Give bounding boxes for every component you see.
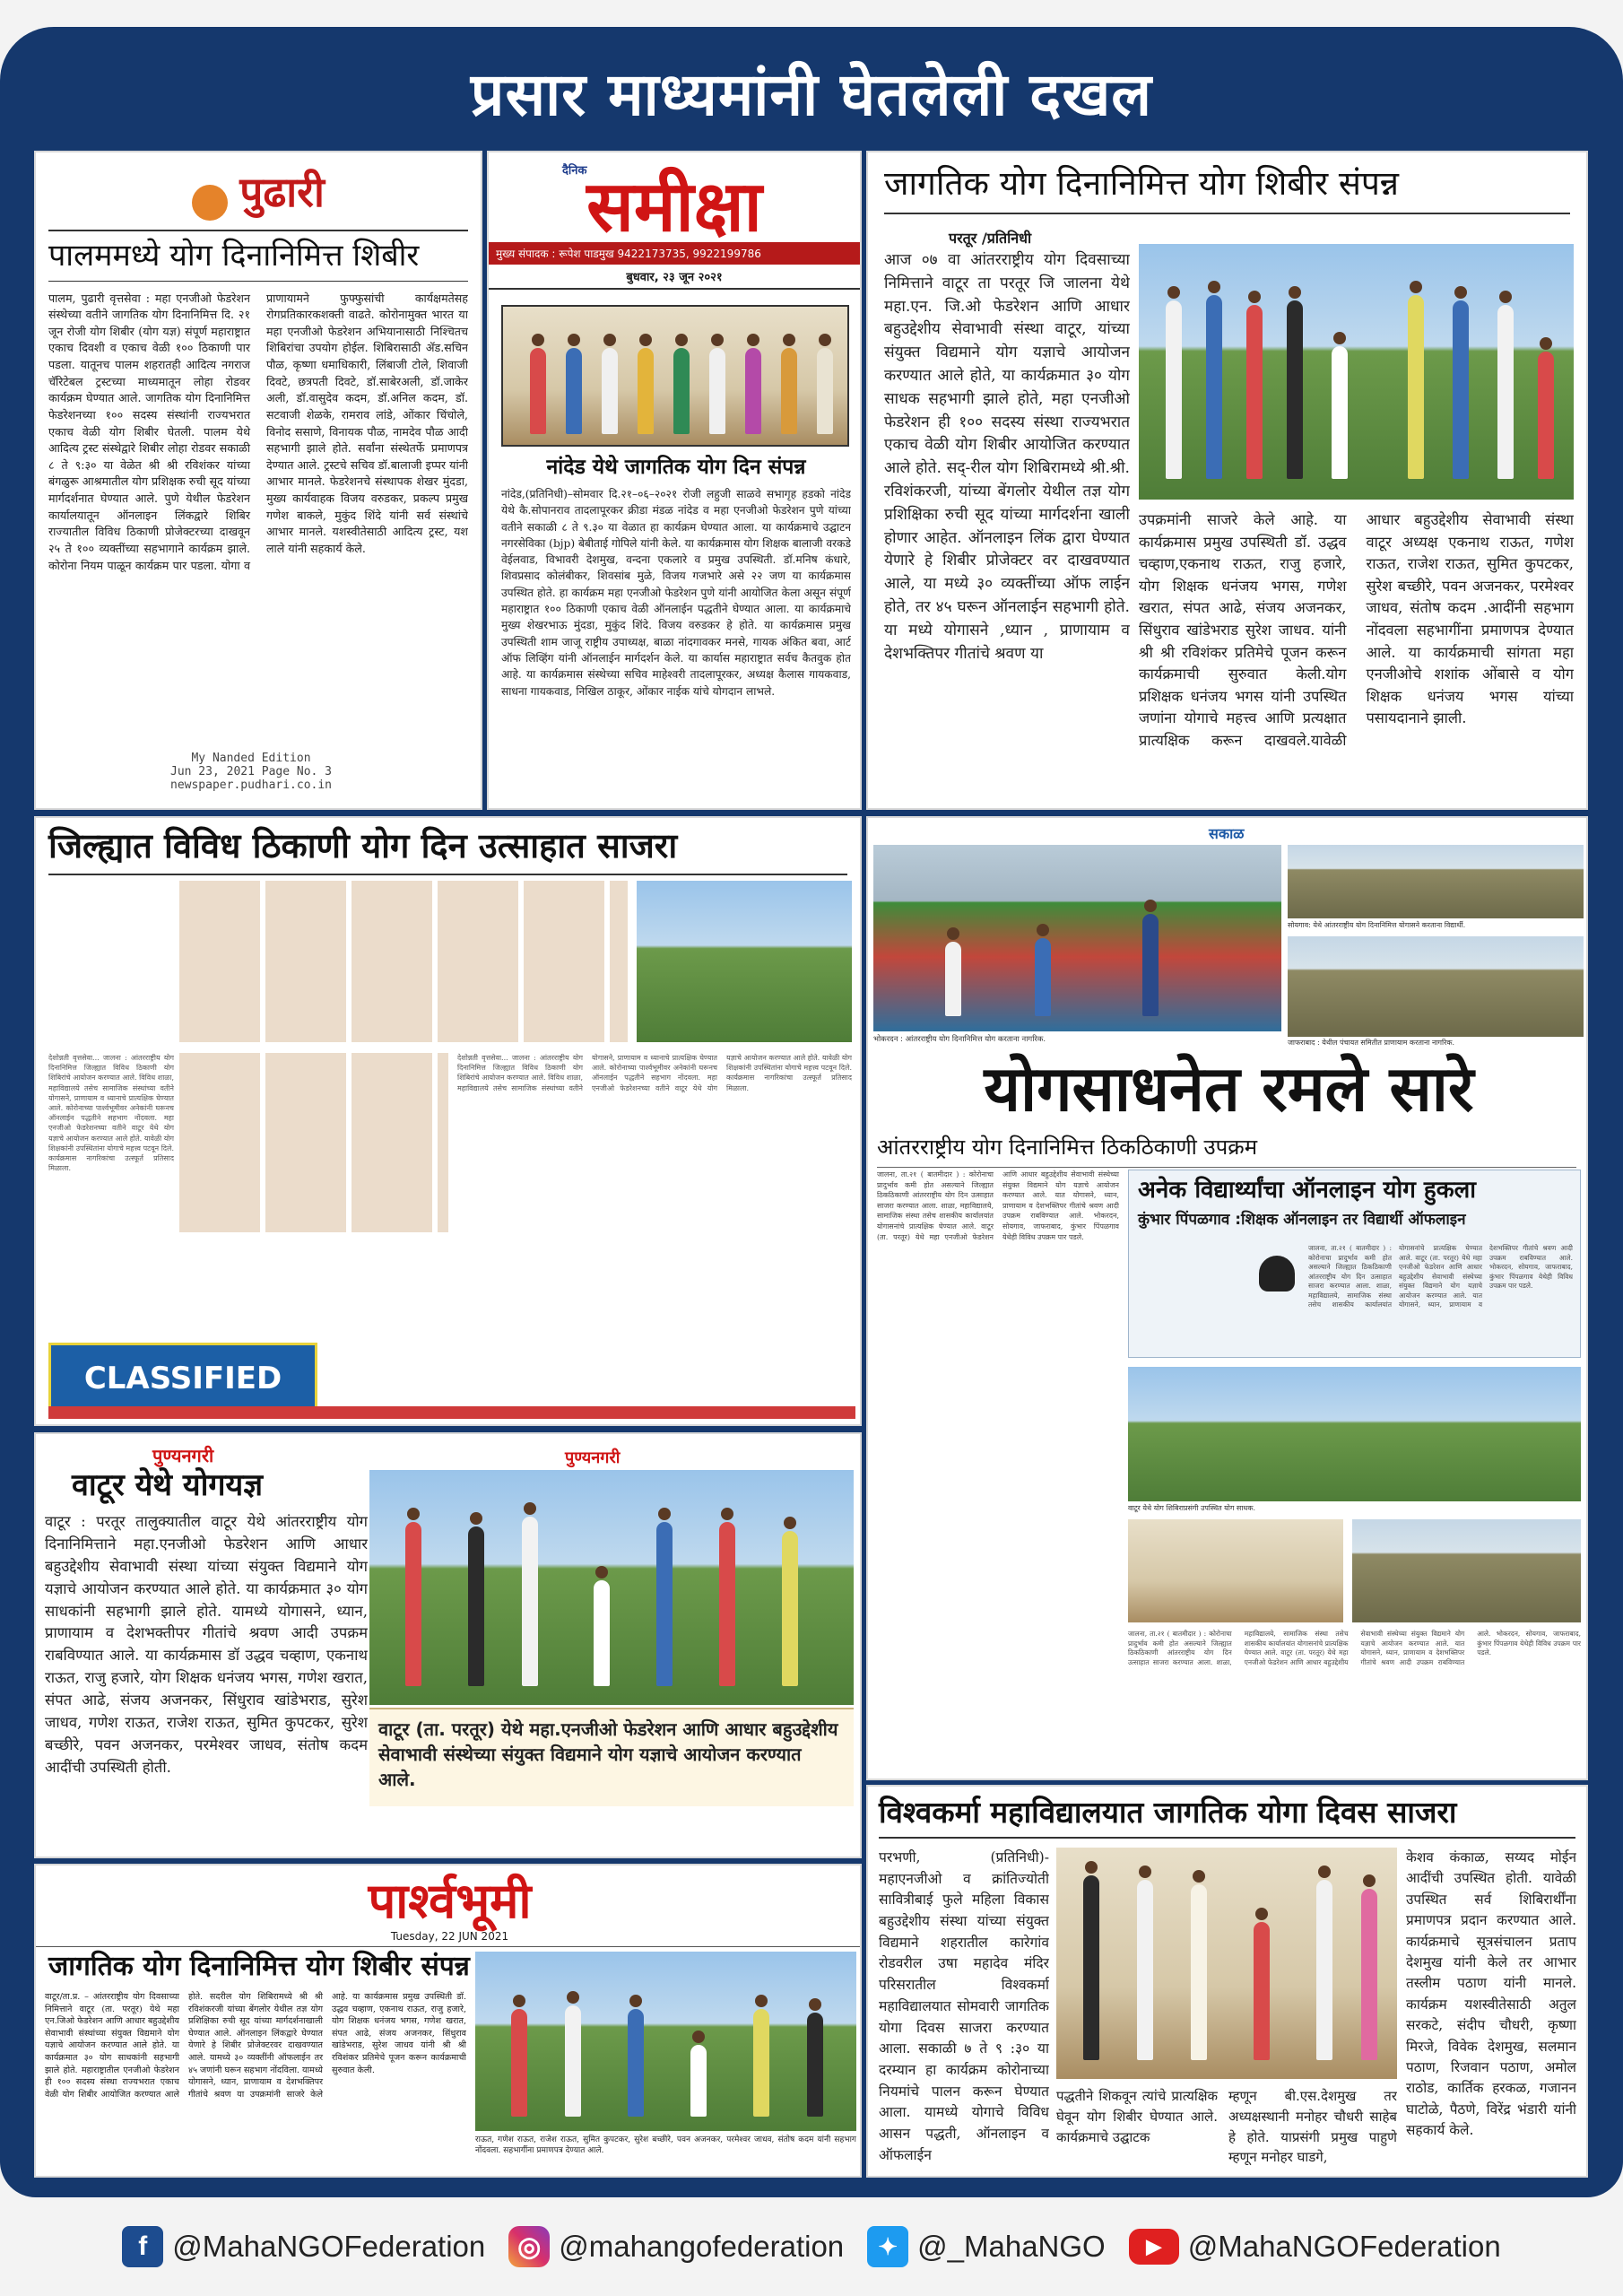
vishwakarma-body-left: परभणी, (प्रतिनिधी)- महाएनजीओ व क्रांतिज्योती सावित्रीबाई फुले महिला विकास बहुउद्देशीय संस्था यांच्या संयुक्त विद्यमाने शहरातील कारेगांव रोडवरील उषा महादेव मंदिर परिसरातील विश्वकर्मा महाविद्यालयात सोमवारी जागतिक योगा दिवस साजरा करण्यात आला. सकाळी ७ ते ९ :३० या दरम्यान हा कार्यक्रम कोरोनाच्या नियमांचे पालन करून घेण्यात आला. यामध्ये योगाचे विविध आसन पद्धती, ऑनलाइन व ऑफलाईन — [879, 1849, 1049, 2163]
sakal-box-subhead: कुंभार पिंपळगाव :शिक्षक ऑनलाइन तर विद्यार्थी ऑफलाइन — [1138, 1210, 1466, 1229]
photo-person — [719, 1522, 735, 1686]
clip-samiksha — [487, 151, 862, 810]
jilhyat-photo-collage-mid — [179, 1053, 448, 1232]
vatur-headline: वाटूर येथे योगयज्ञ — [72, 1467, 264, 1503]
jilhyat-body: देशोन्नती वृत्तसेवा... जालना : आंतरराष्ट्रीय योग दिनानिमित्त जिल्ह्यात विविध ठिकाणी योग शिबिरांचे आयोजन करण्यात आले. विविध शाळा, महाविद्यालये तसेच सामाजिक संस्थांच्या वतीने योगासने, प्राणायाम व ध्यानाचे प्रात्यक्षिक घेण्यात आले. कोरोनाच्या पार्श्वभूमीवर अनेकांनी घरूनच ऑनलाईन पद्धतीने सहभाग नोंदवला. महा एनजीओ फेडरेशनच्या वतीने वाटूर येथे योग यज्ञाचे आयोजन करण्यात आले होते. यावेळी योग शिक्षकांनी उपस्थितांना योगाचे महत्त्व पटवून दिले. कार्यक्रमास नागरिकांचा उत्स्फूर्त प्रतिसाद मिळाला. — [48, 1054, 174, 1173]
sakal-caption-bottom: वाटूर येथे योग शिबिराप्रसंगी उपस्थित योग साधक. — [1128, 1504, 1256, 1512]
photo-person — [405, 1522, 421, 1686]
photo-person — [945, 942, 961, 1016]
sakal-box-headline: अनेक विद्यार्थ्यांचा ऑनलाइन योग हुकला — [1138, 1177, 1477, 1204]
photo-person — [1408, 295, 1424, 479]
samiksha-logo: समीक्षा — [586, 166, 762, 248]
clip-sakal — [866, 816, 1588, 1780]
clip-partur — [866, 151, 1588, 810]
jilhyat-headline: जिल्ह्यात विविध ठिकाणी योग दिन उत्साहात साजरा — [48, 827, 847, 875]
photo-person — [817, 348, 833, 433]
twitter-icon: ✦ — [867, 2226, 908, 2267]
parshvabhumi-caption: राऊत, गणेश राऊत, राजेश राऊत, सुमित कुपटकर, सुरेश बच्छीरे, पवन अजनकर, परमेश्वर जाधव, संतोष कदम यांनी सहभाग नोंदवला. सहभागींना प्रमाणपत्र देण्यात आले. — [475, 2135, 856, 2156]
pudhari-emblem-icon — [192, 185, 228, 221]
photo-person — [807, 2013, 823, 2117]
social-footer — [0, 2215, 1623, 2278]
sakal-masthead: सकाळ — [1209, 825, 1245, 842]
parshvabhumi-date-line: Tuesday, 22 JUN 2021 — [36, 1930, 862, 1947]
photo-person — [1254, 1922, 1270, 2061]
photo-person — [1206, 295, 1222, 479]
pudhari-edition-info — [170, 752, 332, 792]
photo-person — [628, 2009, 644, 2117]
photo-person — [1246, 305, 1263, 479]
photo-person — [1538, 352, 1554, 480]
photo-person — [656, 1522, 673, 1686]
photo-person — [594, 1580, 610, 1686]
instagram-handle: @mahangofederation — [559, 2230, 845, 2263]
jilhyat-bottom-strip — [48, 1406, 855, 1419]
parshvabhumi-logo: पार्श्वभूमी — [368, 1872, 532, 1929]
sakal-caption-top: सोयगाव: येथे आंतरराष्ट्रीय योग दिनानिमित्त योगासने करताना विद्यार्थी. — [1288, 921, 1466, 929]
samiksha-date-line: बुधवार, २३ जून २०२१ — [489, 265, 860, 290]
parshvabhumi-headline: जागतिक योग दिनानिमित्त योग शिबीर संपन्न — [48, 1951, 470, 1982]
sakal-photo-top-right — [1288, 845, 1584, 918]
twitter-link[interactable] — [867, 2226, 1106, 2267]
classified-label: CLASSIFIED — [83, 1361, 282, 1396]
sakal-headline: योगसाधनेत रमले सारे — [984, 1051, 1474, 1126]
photo-person — [1453, 300, 1469, 480]
samiksha-photo — [501, 305, 849, 447]
photo-person — [1142, 914, 1159, 1016]
vishwakarma-body-right: केशव कंकाळ, सय्यद मोईन आदींची उपस्थित होती. यावेळी उपस्थित सर्व शिबिरार्थींना प्रमाणपत्र प्रदान करण्यात आले. कार्यक्रमाचे सूत्रसंचालन प्रताप देशमुख यांनी केले तर आभार तस्लीम पठाण यांनी मानले. कार्यक्रम यशस्वीतेसाठी अतुल सरकटे, संदीप चौधरी, कृष्णा मिरजे, विवेक देशमुख, सलमान पठाण, रिजवान पठाण, अमोल राठोड, कार्तिक हरकळ, गजानन घाटोळे, पैठणे, विरेंद्र भंडारी यांनी सहकार्य केले. — [1406, 1849, 1576, 2139]
jilhyat-classified-ad — [48, 1343, 317, 1414]
jilhyat-body-right: देशोन्नती वृत्तसेवा... जालना : आंतरराष्ट्रीय योग दिनानिमित्त जिल्ह्यात विविध ठिकाणी योग शिबिरांचे आयोजन करण्यात आले. विविध शाळा, महाविद्यालये तसेच सामाजिक संस्थांच्या वतीने योगासने, प्राणायाम व ध्यानाचे प्रात्यक्षिक घेण्यात आले. कोरोनाच्या पार्श्वभूमीवर अनेकांनी घरूनच ऑनलाईन पद्धतीने सहभाग नोंदवला. महा एनजीओ फेडरेशनच्या वतीने वाटूर येथे योग यज्ञाचे आयोजन करण्यात आले होते. यावेळी योग शिक्षकांनी उपस्थितांना योगाचे महत्त्व पटवून दिले. कार्यक्रमास नागरिकांचा उत्स्फूर्त प्रतिसाद मिळाला. — [457, 1054, 852, 1092]
photo-person — [522, 1517, 538, 1686]
samiksha-body: नांदेड,(प्रतिनिधी)–सोमवार दि.२१–०६–२०२१ रोजी लहुजी साळवे सभागृह हडको नांदेड येथे कै.सोपानराव तादलापूरकर क्रीडा मंडळ नांदेड व महा एनजीओ फेडरेशन पुणे यांच्या वतीने सकाळी ८ ते ९.३० या वेळात हा कार्यक्रम घेण्यात आला. या कार्यक्रमाचे उद्घाटन नगरसेविका (bjp) बेबीताई गोपिले यांनी केले. या कार्यक्रमास योग शिक्षक बालाजी वरकडे वेईलवाड, विभावरी देशमुख, वन्दना एकलारे व प्रमुख उपस्थिती. डॉ.मनिष कंधारे, शिवप्रसाद कोलंबीकर, शिवसांब मुळे, विजय गजभारे असे २२ जण या कार्यक्रमास उपस्थित होते. हा कार्यक्रम महा एनजीओ फेडरेशन पुणे यांनी आयोजित केला असून संपूर्ण महाराष्ट्रात १०० ठिकाणी एकाच वेळी ऑनलाईन पद्धतीने घेण्यात आला. या कार्यक्रमाचे मुख्य शेखरभाऊ मुंदडा, मुकुंद शिंदे. विजय वरुडकर हे होते. या कार्यक्रमास प्रमुख उपस्थिती शाम जाजू राष्ट्रीय उपाध्यक्ष, बाळा नांदगावकर मनसे, गायक अंकित बवा, आर्ट ऑफ लिव्हिंग यांनी ऑनलाईन मार्गदर्शन केले. या कार्यास महाराष्ट्रात सर्वच कैतवुक होत आहे. या कार्यक्रमास संस्थेच्या सचिव माहेश्वरी तादलापूरकर, अध्यक्ष कैलास गायकवाड, साधना गायकवाड, निखिल ठाकूर, ओंकार नाईक यांचे योगदान लाभले. — [501, 488, 851, 698]
pudhari-logo: पुढारी — [239, 168, 325, 216]
photo-person — [468, 1526, 484, 1686]
vatur-logo-right: पुण्यनगरी — [565, 1448, 621, 1467]
facebook-link[interactable] — [122, 2226, 485, 2267]
sakal-photo-main — [873, 845, 1281, 1031]
twitter-handle: @_MahaNGO — [917, 2230, 1106, 2263]
sakal-caption-left: भोकरदन : आंतरराष्ट्रीय योग दिनानिमित्त योग करताना नागरिक. — [873, 1035, 1046, 1044]
facebook-icon: f — [122, 2226, 163, 2267]
partur-photo — [1139, 244, 1574, 500]
partur-body-right: उपक्रमांनी साजरे केले आहे. या कार्यक्रमास प्रमुख उपस्थिती डॉ. उद्धव चव्हाण,एकनाथ राऊत, राजु हजारे, योग शिक्षक धनंजय भगस, गणेश खरात, संपत आढे, संजय अजनकर, सिंधुराव खांडेभराड सुरेश जाधव. यांनी श्री श्री रविशंकर प्रतिमेचे पूजन करून कार्यक्रमाची सुरुवात केली.योग प्रशिक्षक धनंजय भगस यांनी उपस्थित जणांना योगाचे महत्त्व आणि प्रत्यक्षात प्रात्यक्षिक करून दाखवले.यावेळी आधार बहुउद्देशीय सेवाभावी संस्था वाटूर अध्यक्ष एकनाथ राऊत, गणेश राऊत, राजेश राऊत, सुमित कुपटकर, सुरेश बच्छीरे, पवन अजनकर, परमेश्वर जाधव, संतोष कदम .आदींनी सहभाग नोंदवला सहभागींना प्रमाणपत्र देण्यात आले. या कार्यक्रमाची सांगता महा एनजीओचे शशांक ओंबासे व योग शिक्षक धनंजय भगस यांच्या पसायदानाने झाली. — [1139, 511, 1574, 750]
clip-pudhari — [34, 151, 482, 810]
partur-dateline: परतूर /प्रतिनिधी — [949, 230, 1032, 247]
photo-person — [745, 348, 761, 433]
vatur-photo — [369, 1470, 854, 1705]
youtube-link[interactable] — [1129, 2229, 1501, 2265]
sakal-photo-right — [1288, 936, 1584, 1037]
photo-person — [602, 348, 618, 433]
photo-person — [753, 2009, 769, 2117]
youtube-handle: @MahaNGOFederation — [1187, 2230, 1501, 2263]
photo-person — [638, 348, 654, 433]
photo-person — [565, 2005, 581, 2117]
jilhyat-photo-collage-top — [179, 881, 628, 1042]
clip-jilhyat — [34, 816, 862, 1426]
pudhari-masthead — [48, 163, 468, 221]
youtube-icon: ▶ — [1129, 2229, 1179, 2265]
photo-person — [781, 348, 797, 433]
page-title: प्रसार माध्यमांनी घेतलेली दखल — [470, 60, 1153, 129]
parshvabhumi-photo — [475, 1952, 856, 2131]
photo-person — [1361, 1889, 1377, 2060]
instagram-link[interactable] — [508, 2226, 844, 2267]
pudhari-site: newspaper.pudhari.co.in — [170, 778, 333, 792]
vishwakarma-body-mid: पद्धतीने शिकवून त्यांचे प्रात्यक्षिक घेवून योग शिबीर घेण्यात आले. कार्यक्रमाचे उद्घाटक — [1056, 2088, 1218, 2145]
vishwakarma-photo — [1056, 1848, 1397, 2079]
clip-parshvabhumi — [34, 1864, 862, 2178]
sakal-photo-group — [1128, 1367, 1581, 1501]
samiksha-editor-line: मुख्य संपादक : रूपेश पाडमुख 9422173735, 9922199786 — [489, 242, 860, 265]
sakal-box — [1128, 1170, 1581, 1358]
vishwakarma-headline: विश्वकर्मा महाविद्यालयात जागतिक योगा दिवस साजरा — [879, 1796, 1575, 1839]
photo-person — [566, 348, 582, 433]
sakal-body-bottom: जालना, ता.२१ ( बातमीदार ) : कोरोनाचा प्रादुर्भाव कमी होत असल्याने जिल्ह्यात ठिकठिकाणी आंतरराष्ट्रीय योग दिन उत्साहात साजरा करण्यात आला. शाळा, महाविद्यालये, सामाजिक संस्था तसेच शासकीय कार्यालयांत योगासनांचे प्रात्यक्षिक घेण्यात आले. वाटूर (ता. परतूर) येथे महा एनजीओ फेडरेशन आणि आधार बहुउद्देशीय सेवाभावी संस्थेच्या संयुक्त विद्यमाने योग यज्ञाचे आयोजन करण्यात आले. यात योगासने, ध्यान, प्राणायाम व देशभक्तिपर गीतांचे श्रवण आदी उपक्रम राबविण्यात आले. भोकरदन, सोयगाव, जाफराबाद, कुंभार पिंपळगाव येथेही विविध उपक्रम पार पडले. — [1128, 1630, 1581, 1666]
parshvabhumi-body: वाटूर/ता.प्र. – आंतरराष्ट्रीय योग दिवसाच्या निमित्ताने वाटूर (ता. परतूर) येथे महा एन.जिओ फेडरेशन आणि आधार बहुउद्देशीय सेवाभावी संस्थांच्या संयुक्त विद्यमाने योग यज्ञाचे आयोजन करण्यात आले होते. या कार्यक्रमात ३० योग साधकांनी सहभागी झाले होते. महाराष्ट्रातील एनजीओ फेडरेशन ही १०० सदस्य संस्था राज्यभरात एकाच वेळी योग शिबीर आयोजित करण्यात आले होते. सदरील योग शिबिरामध्ये श्री श्री रविशंकरजी यांच्या बेंगलोर येथील तज्ञ योग प्रशिक्षिका रुची सूद यांच्या मार्गदर्शनाखाली घेण्यात आले. ऑनलाइन लिंकद्वारे घेण्यात येणारे हे शिबीर प्रोजेक्टरवर दाखवण्यात आले. यामध्ये ३० व्यक्तींनी ऑफलाईन तर ४५ जणांनी घरून सहभाग नोंदविला. यामध्ये योगासने, ध्यान, प्राणायाम व देशभक्तिपर गीतांचे श्रवण या उपक्रमांनी साजरे केले आहे. या कार्यक्रमास प्रमुख उपस्थिती डॉ. उद्धव चव्हाण, एकनाथ राऊत, राजु हजारे, योग शिक्षक धनंजय भगस, गणेश खरात, संपत आढे, संजय अजनकर, सिंधुराव खांडेभराड, सुरेश जाधव यांनी श्री श्री रविशंकर प्रतिमेचे पूजन करून कार्यक्रमाची सुरुवात केली. — [45, 1992, 466, 2100]
photo-person — [1137, 1880, 1153, 2060]
pudhari-date-page: Jun 23, 2021 Page No. 3 — [170, 765, 333, 778]
photo-person — [1191, 1884, 1207, 2060]
pudhari-edition: My Nanded Edition — [191, 752, 311, 765]
vatur-caption: वाटूर (ता. परतूर) येथे महा.एनजीओ फेडरेशन आणि आधार बहुउद्देशीय सेवाभावी संस्थेच्या संयुक्त विद्यमाने योग यज्ञाचे आयोजन करण्यात आले. — [369, 1708, 854, 1806]
pudhari-body: पालम, पुढारी वृत्तसेवा : महा एनजीओ फेडरेशन संस्थेच्या वतीने जागतिक योग दिनानिमित्त दि. २१ जून रोजी योग शिबीर (योग यज्ञ) संपूर्ण महाराष्ट्रात एकाच दिवशी व एकाच वेळी १०० ठिकाणी पार पडला. यातूनच पालम शहरातही आदित्य नगराज चॅरिटेबल ट्रस्टच्या माध्यमातून लोहा रोडवर कार्यक्रम घेण्यात आले. जागतिक योग दिनानिमित्त फेडरेशनच्या १०० सदस्य संस्थांनी राज्यभरात एकाच वेळी योग शिबीर घेतली. पालम येथे आदित्य ट्रस्ट संस्थेद्वारे शिबीर लोहा रोडवर सकाळी ८ ते ९:३० या वेळेत श्री श्री रविशंकर यांच्या बंगळुरू आश्रमातील योग प्रशिक्षक रुची सूद यांच्या मार्गदर्शनात घेण्यात आले. पुणे येथील फेडरेशन कार्यालयातून ऑनलाइन लिंकद्वारे शिबिर राज्यातील विविध ठिकाणी प्रोजेक्टरच्या दाखवून २५ ते १०० व्यक्तींच्या सहभागाने कार्यक्रम झाले. कोरोना नियम पाळून कार्यक्रम पार पडला. योगा व प्राणायामने फुफ्फुसांची कार्यक्षमतेसह रोगप्रतिकारकशक्ती वाढते. कोरोनामुक्त भारत या महा एनजीओ फेडरेशन अभियानासाठी निश्चितच शिबिरांचा उपयोग होईल. शिबिरासाठी ॲड.सचिन पौळ, कृष्णा धमाधिकारी, लिंबाजी टोले, शिवाजी दिवटे, छत्रपती दिवटे, डॉ.साबेरअली, डॉ.जाकेर अली, डॉ.वासुदेव कदम, डॉ.अनिल कदम, डॉ. सटवाजी शेळके, रामराव लांडे, ओंकार चिंचोले, विनोद ससाणे, विनायक पौळ, नामदेव पौळ आदी सहभागी झाले होते. सर्वांना संस्थेतर्फे प्रमाणपत्र देण्यात आले. ट्रस्टचे सचिव डॉ.बालाजी इप्पर यांनी आभार मानले. फेडरेशनचे संस्थापक शेखर मुंदडा, मुख्य कार्यवाहक विजय वरुडकर, प्रकल्प प्रमुख गणेश बाकले, मुकुंद शिंदे यांनी सर्व संस्थांचे आभार मानले. यशस्वीतेसाठी आदित्य ट्रस्ट, यश लाले यांनी सहकार्य केले. — [48, 291, 468, 572]
samiksha-headline: नांदेड येथे जागतिक योग दिन संपन्न — [546, 456, 806, 479]
sakal-box-body: जालना, ता.२१ ( बातमीदार ) : कोरोनाचा प्रादुर्भाव कमी होत असल्याने जिल्ह्यात ठिकठिकाणी आंतरराष्ट्रीय योग दिन उत्साहात साजरा करण्यात आला. शाळा, महाविद्यालये, सामाजिक संस्था तसेच शासकीय कार्यालयांत योगासनांचे प्रात्यक्षिक घेण्यात आले. वाटूर (ता. परतूर) येथे महा एनजीओ फेडरेशन आणि आधार बहुउद्देशीय सेवाभावी संस्थेच्या संयुक्त विद्यमाने योग यज्ञाचे आयोजन करण्यात आले. यात योगासने, ध्यान, प्राणायाम व देशभक्तिपर गीतांचे श्रवण आदी उपक्रम राबविण्यात आले. भोकरदन, सोयगाव, जाफराबाद, कुंभार पिंपळगाव येथेही विविध उपक्रम पार पडले. — [1308, 1244, 1573, 1309]
clip-vatur — [34, 1432, 862, 1858]
clip-vishwakarma — [866, 1785, 1588, 2178]
photo-person — [1332, 346, 1348, 479]
pudhari-headline: पालममध्ये योग दिनानिमित्त शिबीर — [48, 230, 468, 282]
sakal-caption-right: जाफराबाद : येथील पंचायत समितीत प्राणायाम करताना नागरिक. — [1288, 1039, 1455, 1047]
samiksha-logo-small: दैनिक — [562, 164, 587, 178]
photo-person — [673, 348, 690, 433]
instagram-icon: ◎ — [508, 2226, 550, 2267]
vatur-logo-left: पुण्यनगरी — [152, 1445, 214, 1466]
photo-person — [709, 348, 725, 433]
photo-person — [530, 348, 546, 433]
photo-person — [690, 2045, 707, 2117]
vishwakarma-body-mid2: म्हणून बी.एस.देशमुख तर अध्यक्षस्थानी मनोहर चौधरी साहेब हे होते. याप्रसंगी प्रमुख पाहुणे म्हणून मनोहर घाडगे, — [1228, 2088, 1397, 2166]
photo-person — [1316, 1880, 1332, 2060]
partur-body-left: आज ०७ वा आंतरराष्ट्रीय योग दिवसाच्या निमित्ताने वाटूर ता परतूर जि जालना येथे महा.एन. जि.ओ फेडरेशन आणि आधार बहुउद्देशीय सेवाभावी संस्था वाटूर, यांच्या संयुक्त विद्यमाने योग यज्ञाचे आयोजन करण्यात आले होते, या कार्यक्रमात ३० योग साधक सहभागी झाले होते, महा एनजीओ फेडरेशन ही १०० सदस्य संस्था राज्यभरात एकाच वेळी योग शिबीर आयोजित करण्यात आले होते. सद्-रील योग शिबिरामध्ये श्री.श्री. रविशंकरजी, यांच्या बेंगलोर येथील तज्ञ योग प्रशिक्षिका रुची सूद यांच्या मार्गदर्शना खाली होणार आहेत. ऑनलाइन लिंक द्वारा घेण्यात येणारे हे शिबीर प्रोजेक्टर वर दाखवण्यात आले, या मध्ये ३० व्यक्तींच्या ऑफ लाईन होते, तर ४५ घरून ऑनलाईन सहभागी होते. या मध्ये योगासने ,ध्यान , प्राणायाम व देशभक्तिपर गीतांचे श्रवण या — [884, 251, 1130, 663]
sakal-photo-village — [1128, 1519, 1343, 1622]
photo-person — [1166, 300, 1182, 480]
photo-person — [1083, 1875, 1099, 2060]
samiksha-masthead — [489, 152, 860, 248]
photo-person — [1035, 938, 1051, 1016]
photo-person — [1497, 305, 1514, 479]
jilhyat-photo-group — [637, 881, 852, 1042]
partur-headline: जागतिक योग दिनानिमित्त योग शिबीर संपन्न — [884, 165, 1570, 214]
sakal-body-left: जालना, ता.२१ ( बातमीदार ) : कोरोनाचा प्रादुर्भाव कमी होत असल्याने जिल्ह्यात ठिकठिकाणी आंतरराष्ट्रीय योग दिन उत्साहात साजरा करण्यात आला. शाळा, महाविद्यालये, सामाजिक संस्था तसेच शासकीय कार्यालयांत योगासनांचे प्रात्यक्षिक घेण्यात आले. वाटूर (ता. परतूर) येथे महा एनजीओ फेडरेशन आणि आधार बहुउद्देशीय सेवाभावी संस्थेच्या संयुक्त विद्यमाने योग यज्ञाचे आयोजन करण्यात आले. यात योगासने, ध्यान, प्राणायाम व देशभक्तिपर गीतांचे श्रवण आदी उपक्रम राबविण्यात आले. भोकरदन, सोयगाव, जाफराबाद, कुंभार पिंपळगाव येथेही विविध उपक्रम पार पडले. — [877, 1170, 1119, 1241]
sakal-photo-village-2 — [1352, 1519, 1581, 1622]
sakal-subhead: आंतरराष्ट्रीय योग दिनानिमित्त ठिकठिकाणी उपक्रम — [877, 1132, 1576, 1168]
photo-person — [511, 2009, 527, 2117]
meditation-icon — [1259, 1256, 1295, 1292]
vatur-body: वाटूर : परतूर तालुक्यातील वाटूर येथे आंतरराष्ट्रीय योग दिनानिमित्ताने महा.एनजीओ फेडरेशन आणि आधार बहुउद्देशीय सेवाभावी संस्था यांच्या संयुक्त विद्यमाने योग यज्ञाचे आयोजन करण्यात आले होते. या कार्यक्रमात ३० योग साधकांनी सहभागी झाले होते. यामध्ये योगासने, ध्यान, प्राणायाम व देशभक्तीपर गीतांचे श्रवण आदी उपक्रम राबविण्यात आले. या कार्यक्रमास डॉ उद्धव चव्हाण, एकनाथ राऊत, राजु हजारे, योग शिक्षक धनंजय भगस, गणेश खरात, संपत आढे, संजय अजनकर, सिंधुराव खांडेभराड, सुरेश जाधव, गणेश राऊत, राजेश राऊत, सुमित कुपटकर, सुरेश बच्छीरे, पवन अजनकर, परमेश्वर जाधव, संतोष कदम आदींची उपस्थिती होती. — [45, 1513, 368, 1776]
photo-person — [1287, 300, 1303, 480]
facebook-handle: @MahaNGOFederation — [172, 2230, 486, 2263]
photo-person — [782, 1531, 798, 1686]
